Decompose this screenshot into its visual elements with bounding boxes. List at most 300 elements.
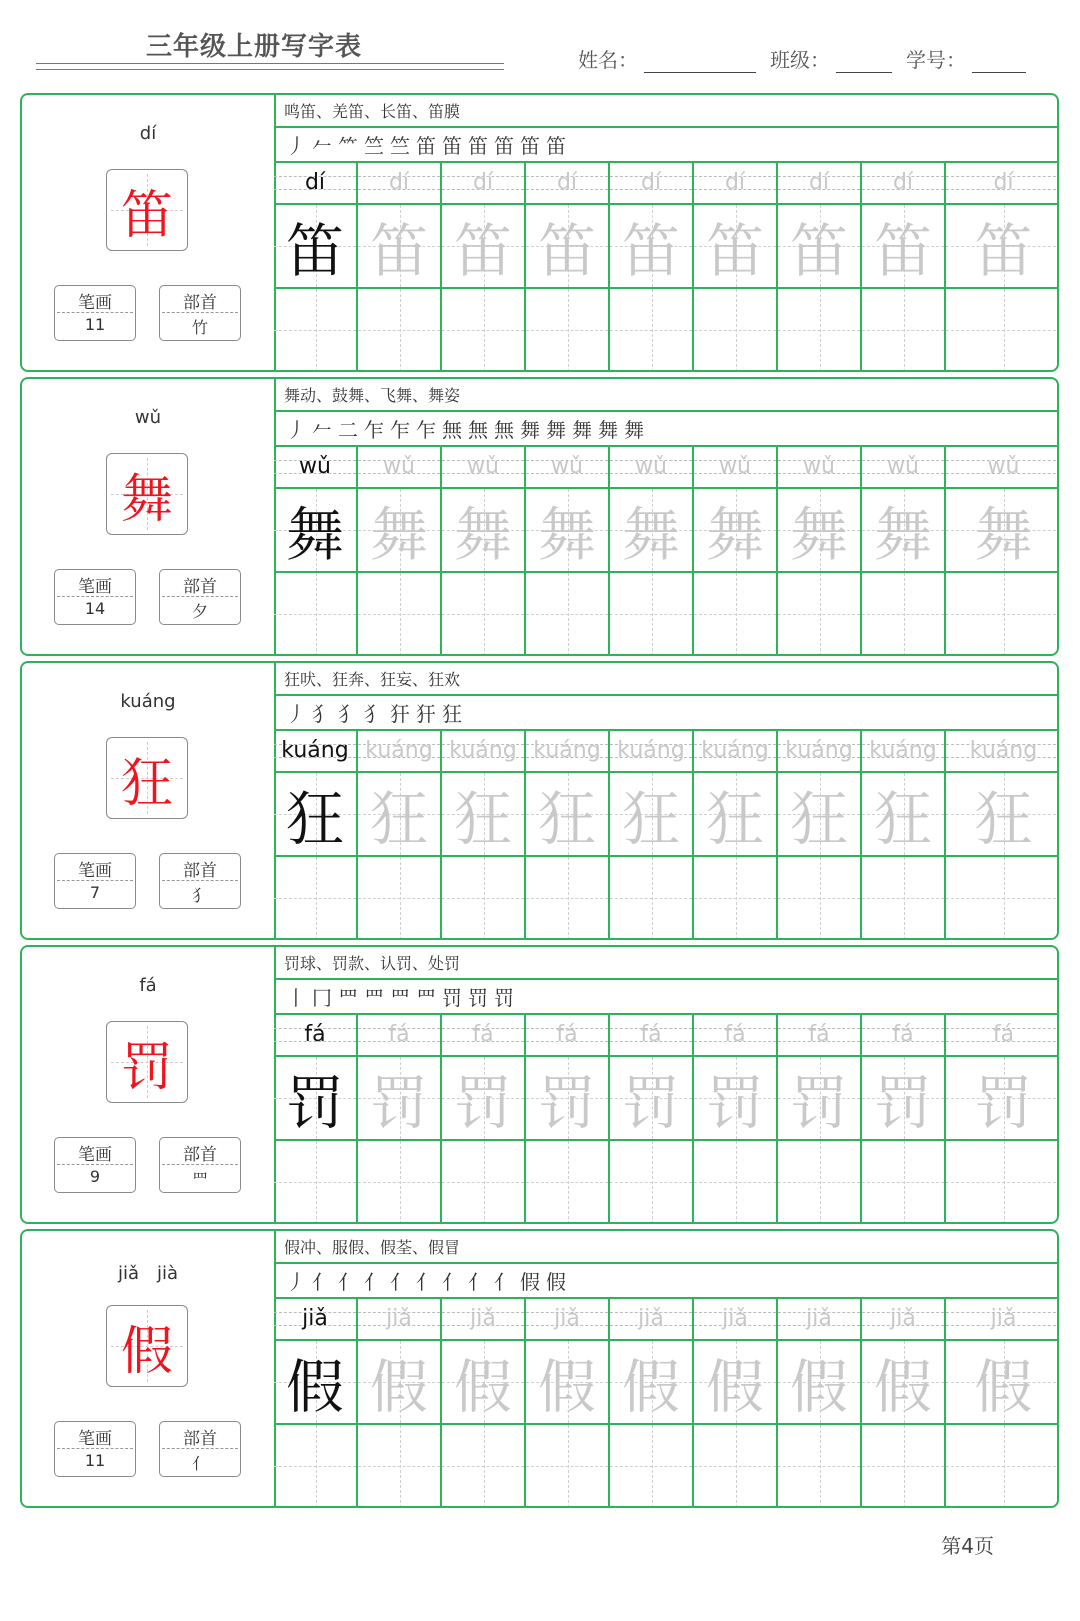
character-model: 舞	[285, 501, 344, 569]
pinyin-practice-cell[interactable]	[442, 731, 526, 773]
pinyin-trace: dí	[472, 170, 494, 195]
blank-practice-cell[interactable]	[862, 1141, 946, 1224]
character-model: 罚	[285, 1069, 344, 1137]
stroke-order	[274, 696, 1059, 731]
pinyin-practice-cell[interactable]	[778, 163, 862, 205]
character-trace: 假	[537, 1353, 596, 1421]
stroke-step: 𠂉	[312, 418, 332, 442]
stroke-step: 犭	[312, 702, 332, 726]
pinyin-practice-cell[interactable]	[862, 731, 946, 773]
pinyin-practice-cell[interactable]	[610, 731, 694, 773]
pinyin-practice-cell[interactable]	[946, 447, 1059, 489]
character-trace: 笛	[873, 217, 932, 285]
stroke-step: 笛	[520, 134, 540, 158]
blank-practice-cell[interactable]	[274, 1425, 358, 1508]
practice-grid	[274, 447, 1059, 656]
pinyin-trace: jiǎ	[806, 1306, 832, 1331]
character-practice-cell[interactable]	[526, 1057, 610, 1141]
character-info-panel	[22, 947, 276, 1222]
pinyin-practice-cell[interactable]	[274, 163, 358, 205]
blank-practice-cell[interactable]	[778, 1141, 862, 1224]
character-practice-cell[interactable]	[862, 489, 946, 573]
stroke-step: 無	[494, 418, 514, 442]
character-practice-cell[interactable]	[526, 205, 610, 289]
pinyin-practice-cell[interactable]	[610, 163, 694, 205]
character-trace: 狂	[789, 785, 848, 853]
character-practice-cell[interactable]	[358, 1057, 442, 1141]
pinyin-practice-cell[interactable]	[274, 447, 358, 489]
number-label: 学号：	[906, 48, 966, 72]
pinyin-practice-cell[interactable]	[694, 1015, 778, 1057]
character-practice-cell[interactable]	[442, 1341, 526, 1425]
pinyin-practice-cell[interactable]	[358, 731, 442, 773]
stroke-order	[274, 1264, 1059, 1299]
pinyin-practice-cell[interactable]	[610, 1015, 694, 1057]
blank-practice-cell[interactable]	[694, 573, 778, 656]
example-words: 假冲、服假、假荃、假冒	[274, 1231, 1059, 1264]
character-trace: 舞	[453, 501, 512, 569]
character-practice-cell[interactable]	[694, 1341, 778, 1425]
pinyin-practice-cell[interactable]	[694, 447, 778, 489]
character-practice-cell[interactable]	[778, 773, 862, 857]
blank-practice-cell[interactable]	[274, 857, 358, 940]
blank-practice-cell[interactable]	[610, 573, 694, 656]
pinyin-practice-cell[interactable]	[862, 447, 946, 489]
pinyin-practice-cell[interactable]	[610, 447, 694, 489]
stroke-count-value: 9	[89, 1167, 101, 1186]
stroke-step: 亻	[338, 1270, 358, 1294]
example-words: 舞动、鼓舞、飞舞、舞姿	[274, 379, 1059, 412]
pinyin-trace: dí	[724, 170, 746, 195]
character-trace: 假	[453, 1353, 512, 1421]
blank-practice-cell[interactable]	[526, 289, 610, 372]
pinyin-trace: fá	[992, 1022, 1015, 1047]
pinyin-practice-cell[interactable]	[442, 447, 526, 489]
character-practice-cell[interactable]	[946, 773, 1059, 857]
character-glyph: 舞	[120, 469, 173, 530]
blank-practice-cell[interactable]	[358, 857, 442, 940]
blank-practice-cell[interactable]	[526, 573, 610, 656]
stroke-step: 罒	[390, 986, 410, 1010]
pinyin-trace: wǔ	[383, 454, 415, 479]
blank-practice-cell[interactable]	[610, 289, 694, 372]
blank-practice-cell[interactable]	[274, 573, 358, 656]
pinyin-practice-cell[interactable]	[358, 163, 442, 205]
pinyin-practice-cell[interactable]	[358, 447, 442, 489]
page-title: 三年级上册写字表	[146, 32, 363, 62]
stroke-step: 犭	[338, 702, 358, 726]
character-practice-cell[interactable]	[358, 773, 442, 857]
blank-practice-cell[interactable]	[778, 1425, 862, 1508]
blank-practice-cell[interactable]	[358, 573, 442, 656]
pinyin-practice-cell[interactable]	[526, 1299, 610, 1341]
character-card	[20, 1229, 1059, 1508]
pinyin-model: kuáng	[281, 738, 349, 763]
page-number: 第4页	[941, 1534, 994, 1558]
character-glyph: 狂	[120, 753, 173, 814]
stroke-step: 罒	[416, 986, 436, 1010]
character-trace: 假	[873, 1353, 932, 1421]
radical-label: 部首	[183, 1145, 217, 1165]
character-practice-cell[interactable]	[862, 1057, 946, 1141]
pinyin-trace: jiǎ	[554, 1306, 580, 1331]
name-field[interactable]	[578, 44, 756, 73]
pinyin-label: wǔ	[134, 407, 162, 428]
stroke-count-value: 11	[84, 1451, 106, 1470]
blank-practice-cell[interactable]	[946, 1141, 1059, 1224]
pinyin-practice-cell[interactable]	[610, 1299, 694, 1341]
character-practice-cell[interactable]	[610, 773, 694, 857]
character-trace: 笛	[453, 217, 512, 285]
character-practice-cell[interactable]	[442, 489, 526, 573]
character-trace: 狂	[537, 785, 596, 853]
character-info-panel	[22, 663, 276, 938]
pinyin-trace: wǔ	[551, 454, 583, 479]
character-practice-cell[interactable]	[358, 205, 442, 289]
blank-practice-cell[interactable]	[442, 1425, 526, 1508]
stroke-step: 亻	[494, 1270, 514, 1294]
blank-practice-cell[interactable]	[442, 573, 526, 656]
character-trace: 舞	[974, 501, 1033, 569]
stroke-step: 假	[520, 1270, 540, 1294]
character-info-panel	[22, 379, 276, 654]
stroke-step: 舞	[520, 418, 540, 442]
stroke-step: 笛	[546, 134, 566, 158]
class-blank[interactable]	[836, 50, 892, 73]
pinyin-trace: dí	[993, 170, 1014, 195]
pinyin-trace: kuáng	[785, 738, 853, 763]
radical-label: 部首	[183, 577, 217, 597]
character-practice-cell[interactable]	[694, 1057, 778, 1141]
blank-practice-cell[interactable]	[694, 289, 778, 372]
pinyin-trace: fá	[556, 1022, 578, 1047]
blank-practice-cell[interactable]	[358, 289, 442, 372]
pinyin-trace: jiǎ	[386, 1306, 412, 1331]
character-practice-cell[interactable]	[610, 205, 694, 289]
character-card	[20, 945, 1059, 1224]
pinyin-practice-cell[interactable]	[274, 731, 358, 773]
blank-practice-cell[interactable]	[526, 1141, 610, 1224]
character-practice-cell[interactable]	[862, 205, 946, 289]
radical-value: 夕	[191, 602, 208, 621]
pinyin-trace: fá	[808, 1022, 830, 1047]
blank-practice-cell[interactable]	[694, 857, 778, 940]
pinyin-trace: dí	[808, 170, 830, 195]
pinyin-trace: kuáng	[701, 738, 769, 763]
stroke-count-box	[54, 1137, 136, 1193]
character-model: 假	[285, 1353, 344, 1421]
number-blank[interactable]	[972, 50, 1026, 73]
character-practice-cell[interactable]	[778, 205, 862, 289]
stroke-count-box	[54, 285, 136, 341]
stroke-step: 丿	[286, 418, 306, 442]
character-practice-cell[interactable]	[274, 205, 358, 289]
pinyin-practice-cell[interactable]	[946, 1299, 1059, 1341]
character-practice-cell[interactable]	[526, 489, 610, 573]
blank-practice-cell[interactable]	[526, 857, 610, 940]
pinyin-practice-cell[interactable]	[694, 163, 778, 205]
radical-label: 部首	[183, 1429, 217, 1449]
class-field[interactable]	[770, 44, 892, 73]
example-words: 鸣笛、羌笛、长笛、笛膜	[274, 95, 1059, 128]
character-practice-cell[interactable]	[946, 1057, 1059, 1141]
stroke-step: 𠂉	[312, 134, 332, 158]
radical-value: 竹	[191, 318, 208, 337]
pinyin-practice-cell[interactable]	[526, 163, 610, 205]
pinyin-trace: fá	[892, 1022, 914, 1047]
stroke-step: 二	[338, 418, 358, 442]
stroke-step: 笛	[442, 134, 462, 158]
character-practice-cell[interactable]	[358, 489, 442, 573]
character-practice-cell[interactable]	[610, 1057, 694, 1141]
pinyin-trace: kuáng	[533, 738, 601, 763]
pinyin-practice-cell[interactable]	[442, 1015, 526, 1057]
pinyin-trace: kuáng	[869, 738, 937, 763]
blank-practice-cell[interactable]	[694, 1141, 778, 1224]
character-display-box	[106, 1305, 188, 1387]
character-practice-cell[interactable]	[274, 489, 358, 573]
pinyin-practice-cell[interactable]	[694, 1299, 778, 1341]
character-trace: 笛	[974, 217, 1033, 285]
pinyin-label: fá	[139, 975, 157, 996]
character-trace: 罚	[621, 1069, 680, 1137]
character-practice-cell[interactable]	[694, 205, 778, 289]
stroke-count-label: 笔画	[78, 861, 112, 881]
character-trace: 假	[705, 1353, 764, 1421]
pinyin-trace: jiǎ	[638, 1306, 664, 1331]
practice-grid	[274, 163, 1059, 372]
pinyin-trace: wǔ	[467, 454, 499, 479]
character-card	[20, 377, 1059, 656]
character-practice-cell[interactable]	[442, 205, 526, 289]
blank-practice-cell[interactable]	[778, 573, 862, 656]
pinyin-practice-cell[interactable]	[778, 447, 862, 489]
blank-practice-cell[interactable]	[862, 573, 946, 656]
stroke-step: 舞	[624, 418, 644, 442]
character-info-panel	[22, 1231, 276, 1506]
blank-practice-cell[interactable]	[694, 1425, 778, 1508]
blank-practice-cell[interactable]	[610, 857, 694, 940]
stroke-step: 狂	[442, 702, 462, 726]
character-trace: 舞	[789, 501, 848, 569]
pinyin-practice-cell[interactable]	[526, 1015, 610, 1057]
blank-practice-cell[interactable]	[274, 289, 358, 372]
character-display-box	[106, 1021, 188, 1103]
character-glyph: 笛	[120, 185, 173, 246]
stroke-step: 竺	[364, 134, 384, 158]
character-glyph: 罚	[120, 1037, 173, 1098]
pinyin-practice-cell[interactable]	[358, 1299, 442, 1341]
page-header	[0, 0, 1080, 90]
blank-practice-cell[interactable]	[526, 1425, 610, 1508]
character-practice-cell[interactable]	[946, 489, 1059, 573]
stroke-step: 罒	[364, 986, 384, 1010]
character-trace: 假	[789, 1353, 848, 1421]
character-practice-cell[interactable]	[694, 489, 778, 573]
blank-practice-cell[interactable]	[274, 1141, 358, 1224]
character-trace: 罚	[974, 1069, 1033, 1137]
pinyin-practice-cell[interactable]	[862, 163, 946, 205]
character-practice-cell[interactable]	[358, 1341, 442, 1425]
pinyin-practice-cell[interactable]	[526, 447, 610, 489]
stroke-step: 亻	[364, 1270, 384, 1294]
character-practice-cell[interactable]	[946, 205, 1059, 289]
pinyin-trace: wǔ	[803, 454, 835, 479]
radical-value: 犭	[191, 886, 208, 905]
character-practice-cell[interactable]	[274, 1057, 358, 1141]
name-blank[interactable]	[644, 50, 756, 73]
pinyin-practice-cell[interactable]	[946, 163, 1059, 205]
stroke-step: 丿	[286, 134, 306, 158]
blank-practice-cell[interactable]	[946, 1425, 1059, 1508]
pinyin-model: fá	[304, 1022, 326, 1047]
pinyin-trace: kuáng	[449, 738, 517, 763]
pinyin-practice-cell[interactable]	[694, 731, 778, 773]
stroke-step: 丿	[286, 702, 306, 726]
character-practice-cell[interactable]	[274, 1341, 358, 1425]
blank-practice-cell[interactable]	[946, 289, 1059, 372]
blank-practice-cell[interactable]	[442, 857, 526, 940]
stroke-count-box	[54, 853, 136, 909]
character-practice-cell[interactable]	[778, 489, 862, 573]
pinyin-trace: kuáng	[617, 738, 685, 763]
character-display-box	[106, 737, 188, 819]
radical-value: 亻	[191, 1454, 208, 1473]
stroke-step: 笛	[494, 134, 514, 158]
pinyin-practice-cell[interactable]	[862, 1015, 946, 1057]
practice-grid	[274, 1015, 1059, 1224]
character-trace: 舞	[369, 501, 428, 569]
radical-box	[159, 1137, 241, 1193]
stroke-step: 笛	[468, 134, 488, 158]
character-practice-cell[interactable]	[694, 773, 778, 857]
blank-practice-cell[interactable]	[862, 857, 946, 940]
practice-grid	[274, 1299, 1059, 1508]
character-practice-cell[interactable]	[274, 773, 358, 857]
character-practice-cell[interactable]	[610, 489, 694, 573]
stroke-step: 冂	[312, 986, 332, 1010]
stroke-step: ⺮	[338, 134, 358, 158]
pinyin-practice-cell[interactable]	[778, 731, 862, 773]
pinyin-practice-cell[interactable]	[946, 1015, 1059, 1057]
pinyin-practice-cell[interactable]	[274, 1299, 358, 1341]
stroke-order	[274, 980, 1059, 1015]
stroke-step: 亻	[468, 1270, 488, 1294]
character-trace: 狂	[453, 785, 512, 853]
character-practice-cell[interactable]	[610, 1341, 694, 1425]
character-trace: 舞	[705, 501, 764, 569]
pinyin-trace: wǔ	[987, 454, 1020, 479]
character-practice-cell[interactable]	[862, 1341, 946, 1425]
stroke-order	[274, 128, 1059, 163]
character-card	[20, 93, 1059, 372]
blank-practice-cell[interactable]	[442, 289, 526, 372]
character-glyph: 假	[120, 1321, 173, 1382]
stroke-step: 假	[546, 1270, 566, 1294]
pinyin-practice-cell[interactable]	[358, 1015, 442, 1057]
pinyin-practice-cell[interactable]	[274, 1015, 358, 1057]
stroke-count-value: 14	[84, 599, 106, 618]
blank-practice-cell[interactable]	[442, 1141, 526, 1224]
radical-box	[159, 285, 241, 341]
stroke-step: 亻	[390, 1270, 410, 1294]
character-practice-cell[interactable]	[946, 1341, 1059, 1425]
blank-practice-cell[interactable]	[610, 1141, 694, 1224]
stroke-step: 丨	[286, 986, 306, 1010]
character-trace: 假	[369, 1353, 428, 1421]
radical-label: 部首	[183, 861, 217, 881]
pinyin-practice-cell[interactable]	[862, 1299, 946, 1341]
blank-practice-cell[interactable]	[358, 1141, 442, 1224]
stroke-step: 乍	[416, 418, 436, 442]
radical-box	[159, 569, 241, 625]
character-trace: 笛	[705, 217, 764, 285]
blank-practice-cell[interactable]	[862, 1425, 946, 1508]
character-trace: 假	[621, 1353, 680, 1421]
title-underline	[36, 63, 504, 64]
character-practice-cell[interactable]	[442, 773, 526, 857]
pinyin-practice-cell[interactable]	[778, 1015, 862, 1057]
stroke-count-value: 11	[84, 315, 106, 334]
blank-practice-cell[interactable]	[946, 857, 1059, 940]
pinyin-practice-cell[interactable]	[442, 1299, 526, 1341]
character-practice-cell[interactable]	[778, 1341, 862, 1425]
character-practice-cell[interactable]	[862, 773, 946, 857]
blank-practice-cell[interactable]	[862, 289, 946, 372]
character-practice-cell[interactable]	[442, 1057, 526, 1141]
stroke-step: 亻	[416, 1270, 436, 1294]
character-practice-cell[interactable]	[778, 1057, 862, 1141]
stroke-step: 乍	[364, 418, 384, 442]
pinyin-trace: dí	[556, 170, 578, 195]
pinyin-label: dí	[139, 123, 157, 144]
character-practice-cell[interactable]	[526, 1341, 610, 1425]
character-trace: 笛	[369, 217, 428, 285]
character-practice-cell[interactable]	[526, 773, 610, 857]
pinyin-practice-cell[interactable]	[946, 731, 1059, 773]
character-trace: 罚	[789, 1069, 848, 1137]
stroke-step: 亻	[312, 1270, 332, 1294]
character-trace: 笛	[537, 217, 596, 285]
pinyin-trace: kuáng	[969, 738, 1038, 763]
blank-practice-cell[interactable]	[610, 1425, 694, 1508]
stroke-step: 笛	[416, 134, 436, 158]
pinyin-trace: jiǎ	[722, 1306, 748, 1331]
class-label: 班级：	[770, 48, 830, 72]
stroke-step: 竺	[390, 134, 410, 158]
pinyin-trace: dí	[388, 170, 410, 195]
stroke-count-box	[54, 1421, 136, 1477]
blank-practice-cell[interactable]	[358, 1425, 442, 1508]
pinyin-practice-cell[interactable]	[442, 163, 526, 205]
character-trace: 罚	[453, 1069, 512, 1137]
stroke-step: 無	[442, 418, 462, 442]
character-trace: 狂	[974, 785, 1033, 853]
stroke-step: 犴	[416, 702, 436, 726]
number-field[interactable]	[906, 44, 1026, 73]
pinyin-trace: wǔ	[887, 454, 919, 479]
pinyin-label: jiǎ jià	[117, 1263, 179, 1284]
blank-practice-cell[interactable]	[778, 289, 862, 372]
pinyin-practice-cell[interactable]	[526, 731, 610, 773]
stroke-step: 舞	[546, 418, 566, 442]
character-trace: 舞	[537, 501, 596, 569]
pinyin-practice-cell[interactable]	[778, 1299, 862, 1341]
blank-practice-cell[interactable]	[778, 857, 862, 940]
pinyin-trace: wǔ	[719, 454, 751, 479]
blank-practice-cell[interactable]	[946, 573, 1059, 656]
character-trace: 狂	[705, 785, 764, 853]
